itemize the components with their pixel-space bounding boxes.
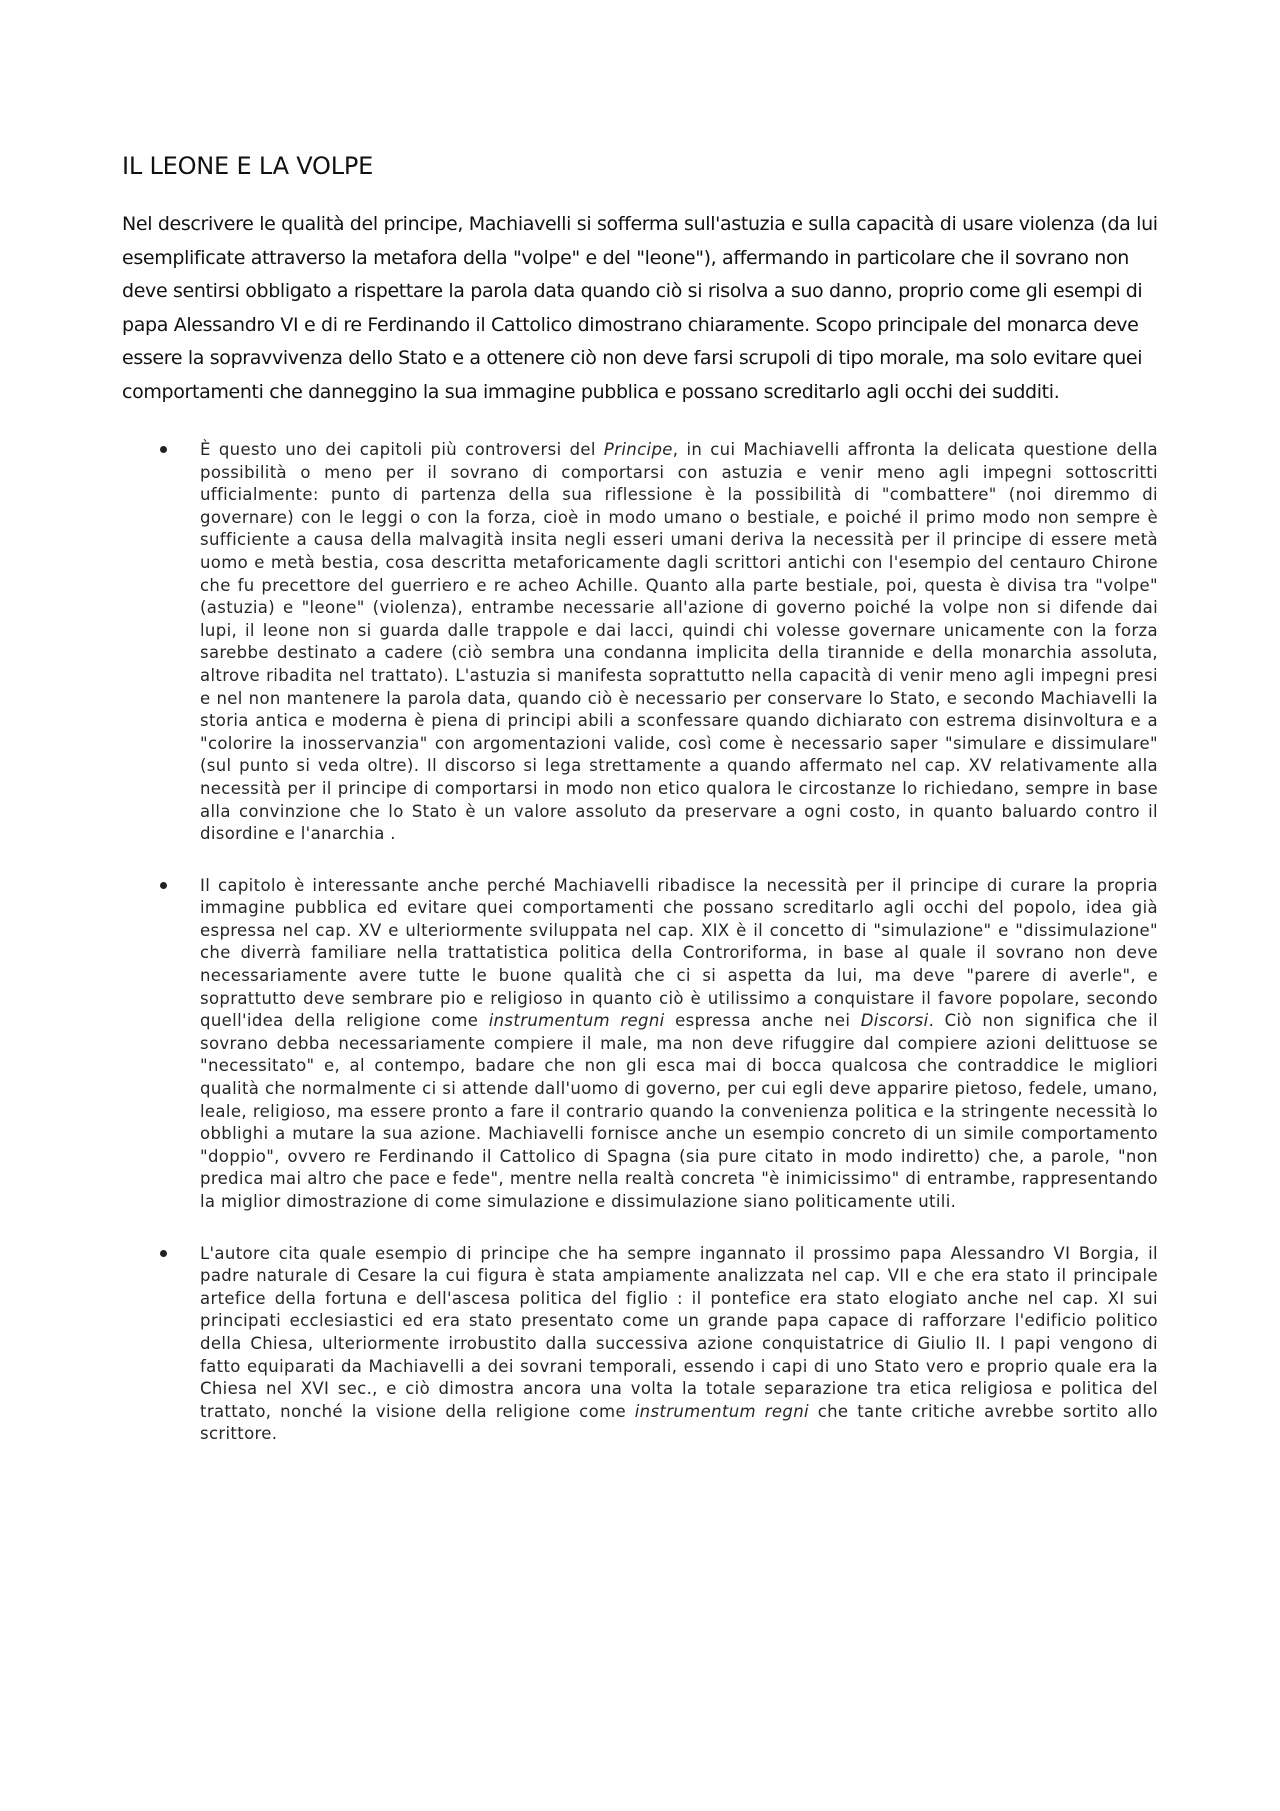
bullet-icon: [160, 446, 167, 453]
list-item-text: L'autore cita quale esempio di principe che ha sempre ingannato il prossimo papa Alessandro VI Borgia, il padre naturale di Cesare la cui figura è stata ampiamente analizzata nel cap. VII e che era stato il principale artefice della fortuna e dell'ascesa politica del figlio : il pontefice era stato elogiato anche nel cap. XI sui principati ecclesiastici ed era stato presentato come un grande papa capace di rafforzare l'edificio politico della Chiesa, ulteriormente irrobustito dalla successiva azione conquistatrice di Giulio II. I papi vengono di fatto equiparati da Machiavelli a dei sovrani temporali, essendo i capi di uno Stato vero e proprio quale era la Chiesa nel XVI sec., e ciò dimostra ancora una volta la totale separazione tra etica religiosa e politica del trattato, nonché la visione della religione come instrumentum regni che tante critiche avrebbe sortito allo scrittore.: [200, 1243, 1158, 1444]
bullet-icon: [160, 882, 167, 889]
list-item-text: Il capitolo è interessante anche perché Machiavelli ribadisce la necessità per il principe di curare la propria immagine pubblica ed evitare quei comportamenti che possano screditarlo agli occhi del popolo, idea già espressa nel cap. XV e ulteriormente sviluppata nel cap. XIX è il concetto di "simulazione" e "dissimulazione" che diverrà familiare nella trattatistica politica della Controriforma, in base al quale il sovrano non deve necessariamente avere tutte le buone qualità che ci si aspetta da lui, ma deve "parere di averle", e soprattutto deve sembrare pio e religioso in quanto ciò è utilissimo a conquistare il favore popolare, secondo quell'idea della religione come instrumentum regni espressa anche nei Discorsi. Ciò non significa che il sovrano debba necessariamente compiere il male, ma non deve rifuggire dal compiere azioni delittuose se "necessitato" e, al contempo, badare che non gli esca mai di bocca qualcosa che contraddice le migliori qualità che normalmente ci si attende dall'uomo di governo, per cui egli deve apparire pietoso, fedele, umano, leale, religioso, ma essere pronto a fare il contrario quando la convenienza politica e la stringente necessità lo obblighi a mutare la sua azione. Machiavelli fornisce anche un esempio concreto di un simile comportamento "doppio", ovvero re Ferdinando il Cattolico di Spagna (sia pure citato in modo indiretto) che, a parole, "non predica mai altro che pace e fede", mentre nella realtà concreta "è inimicissimo" di entrambe, rappresentando la miglior dimostrazione di come simulazione e dissimulazione siano politicamente utili.: [200, 875, 1158, 1211]
list-item-text: È questo uno dei capitoli più controversi del Principe, in cui Machiavelli affronta la delicata questione della possibilità o meno per il sovrano di comportarsi con astuzia e venir meno agli impegni sottoscritti ufficialmente: punto di partenza della sua riflessione è la possibilità di "combattere" (noi diremmo di governare) con le leggi o con la forza, cioè in modo umano o bestiale, e poiché il primo modo non sempre è sufficiente a causa della malvagità insita negli esseri umani deriva la necessità per il principe di essere metà uomo e metà bestia, cosa descritta metaforicamente dagli scrittori antichi con l'esempio del centauro Chirone che fu precettore del guerriero e re acheo Achille. Quanto alla parte bestiale, poi, questa è divisa tra "volpe" (astuzia) e "leone" (violenza), entrambe necessarie all'azione di governo poiché la volpe non si difende dai lupi, il leone non si guarda dalle trappole e dai lacci, quindi chi volesse governare unicamente con la forza sarebbe destinato a cadere (ciò sembra una condanna implicita della tirannide e della monarchia assoluta, altrove ribadita nel trattato). L'astuzia si manifesta soprattutto nella capacità di venir meno agli impegni presi e nel non mantenere la parola data, quando ciò è necessario per conservare lo Stato, e secondo Machiavelli la storia antica e moderna è piena di principi abili a sconfessare quando dichiarato con estrema disinvoltura e a "colorire la inosservanzia" con argomentazioni valide, così come è necessario saper "simulare e dissimulare" (sul punto si veda oltre). Il discorso si lega strettamente a quando affermato nel cap. XV relativamente alla necessità per il principe di comportarsi in modo non etico qualora le circostanze lo richiedano, sempre in base alla convinzione che lo Stato è un valore assoluto da preservare a ogni costo, in quanto baluardo contro il disordine e l'anarchia .: [200, 440, 1158, 844]
intro-paragraph: Nel descrivere le qualità del principe, Machiavelli si sofferma sull'astuzia e sulla capacità di usare violenza (da lui esemplificate attraverso la metafora della "volpe" e del "leone"), affermando in particolare che il sovrano non deve sentirsi obbligato a rispettare la parola data quando ciò si risolva a suo danno, proprio come gli esempi di papa Alessandro VI e di re Ferdinando il Cattolico dimostrano chiaramente. Scopo principale del monarca deve essere la sopravvivenza dello Stato e a ottenere ciò non deve farsi scrupoli di tipo morale, ma solo evitare quei comportamenti che danneggino la sua immagine pubblica e possano screditarlo agli occhi dei sudditi.: [122, 213, 1158, 403]
bullet-list: [122, 439, 1158, 1446]
list-item: [122, 439, 1158, 846]
list-item: [122, 1243, 1158, 1446]
document-title: IL LEONE E LA VOLPE: [122, 152, 374, 180]
list-item: [122, 875, 1158, 1214]
document-page: [122, 152, 1158, 1475]
bullet-icon: [160, 1250, 167, 1257]
